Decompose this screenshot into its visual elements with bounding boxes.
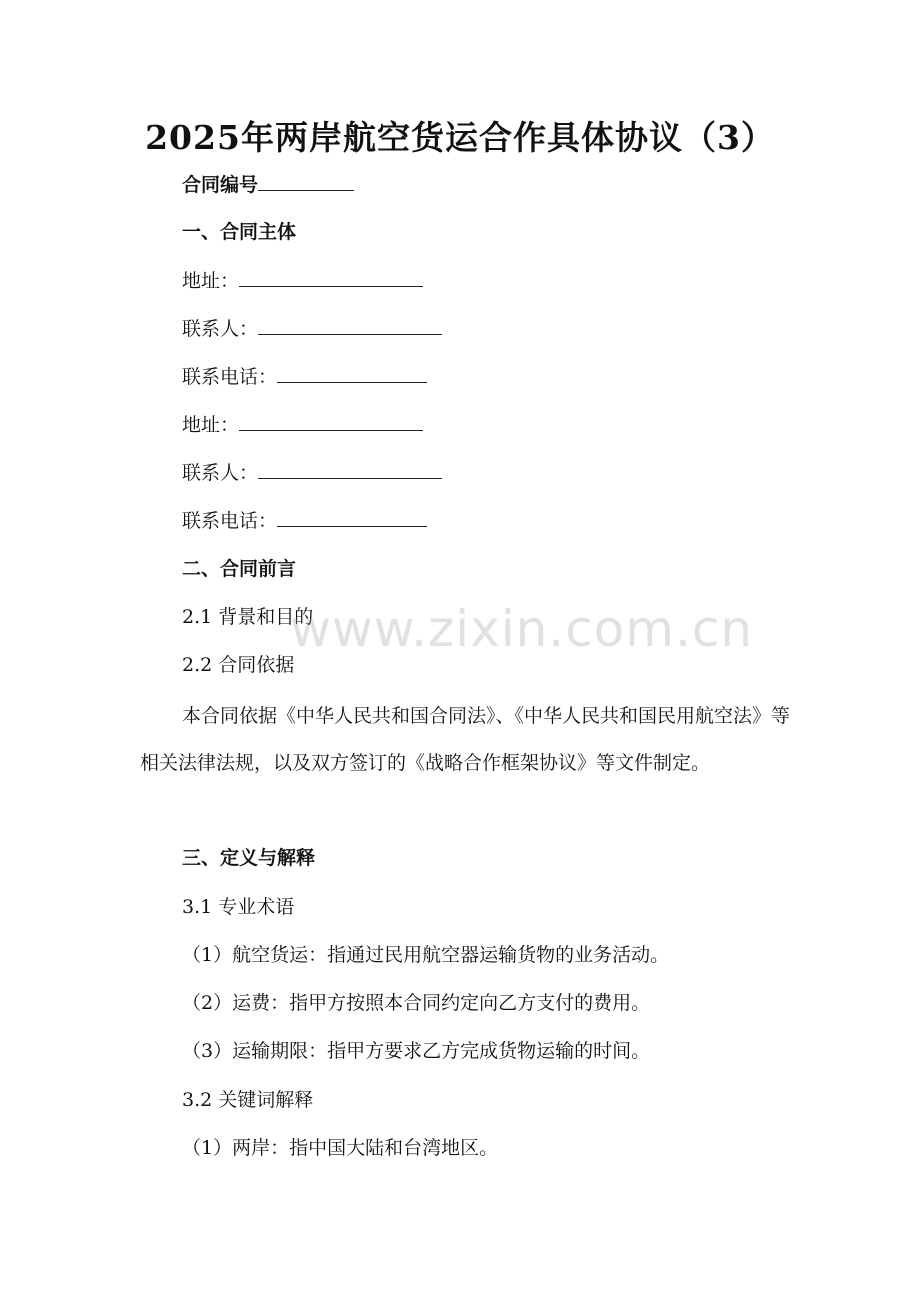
field-blank[interactable]: [258, 460, 442, 479]
field-blank[interactable]: [239, 412, 423, 431]
subsection-heading: 3.2 关键词解释: [182, 1089, 314, 1111]
section-2-heading: 二、合同前言: [182, 558, 297, 580]
watermark: www.zixin.com.cn: [290, 600, 754, 658]
keyword-item: （1）两岸：指中国大陆和台湾地区。: [182, 1137, 499, 1159]
field-row: [182, 508, 427, 533]
field-label: 联系人：: [182, 318, 259, 340]
field-row: [182, 364, 427, 389]
field-row: [182, 412, 423, 437]
contract-number-row: [182, 172, 354, 197]
section-3-heading: 三、定义与解释: [182, 847, 316, 869]
contract-number-label: 合同编号: [182, 174, 259, 196]
field-label: 联系人：: [182, 462, 259, 484]
field-blank[interactable]: [277, 508, 427, 527]
subsection-heading: 3.1 专业术语: [182, 896, 295, 918]
term-item: （2）运费：指甲方按照本合同约定向乙方支付的费用。: [182, 992, 651, 1014]
field-blank[interactable]: [277, 364, 427, 383]
field-row: [182, 316, 442, 341]
field-label: 地址：: [182, 270, 240, 292]
subsection-heading: 2.2 合同依据: [182, 654, 295, 676]
section-1-heading: 一、合同主体: [182, 221, 297, 243]
field-label: 联系电话：: [182, 510, 278, 532]
field-label: 地址：: [182, 414, 240, 436]
field-label: 联系电话：: [182, 366, 278, 388]
document-title: 2025年两岸航空货运合作具体协议（3）: [145, 118, 775, 157]
term-item: （1）航空货运：指通过民用航空器运输货物的业务活动。: [182, 944, 670, 966]
term-item: （3）运输期限：指甲方要求乙方完成货物运输的时间。: [182, 1040, 651, 1062]
subsection-heading: 2.1 背景和目的: [182, 606, 314, 628]
field-blank[interactable]: [239, 268, 423, 287]
field-row: [182, 460, 442, 485]
contract-number-blank[interactable]: [258, 172, 354, 191]
field-row: [182, 268, 423, 293]
body-paragraph: 本合同依据《中华人民共和国合同法》、《中华人民共和国民用航空法》等相关法律法规，以及双方签订的《战略合作框架协议》等文件制定。: [140, 705, 791, 774]
field-blank[interactable]: [258, 316, 442, 335]
